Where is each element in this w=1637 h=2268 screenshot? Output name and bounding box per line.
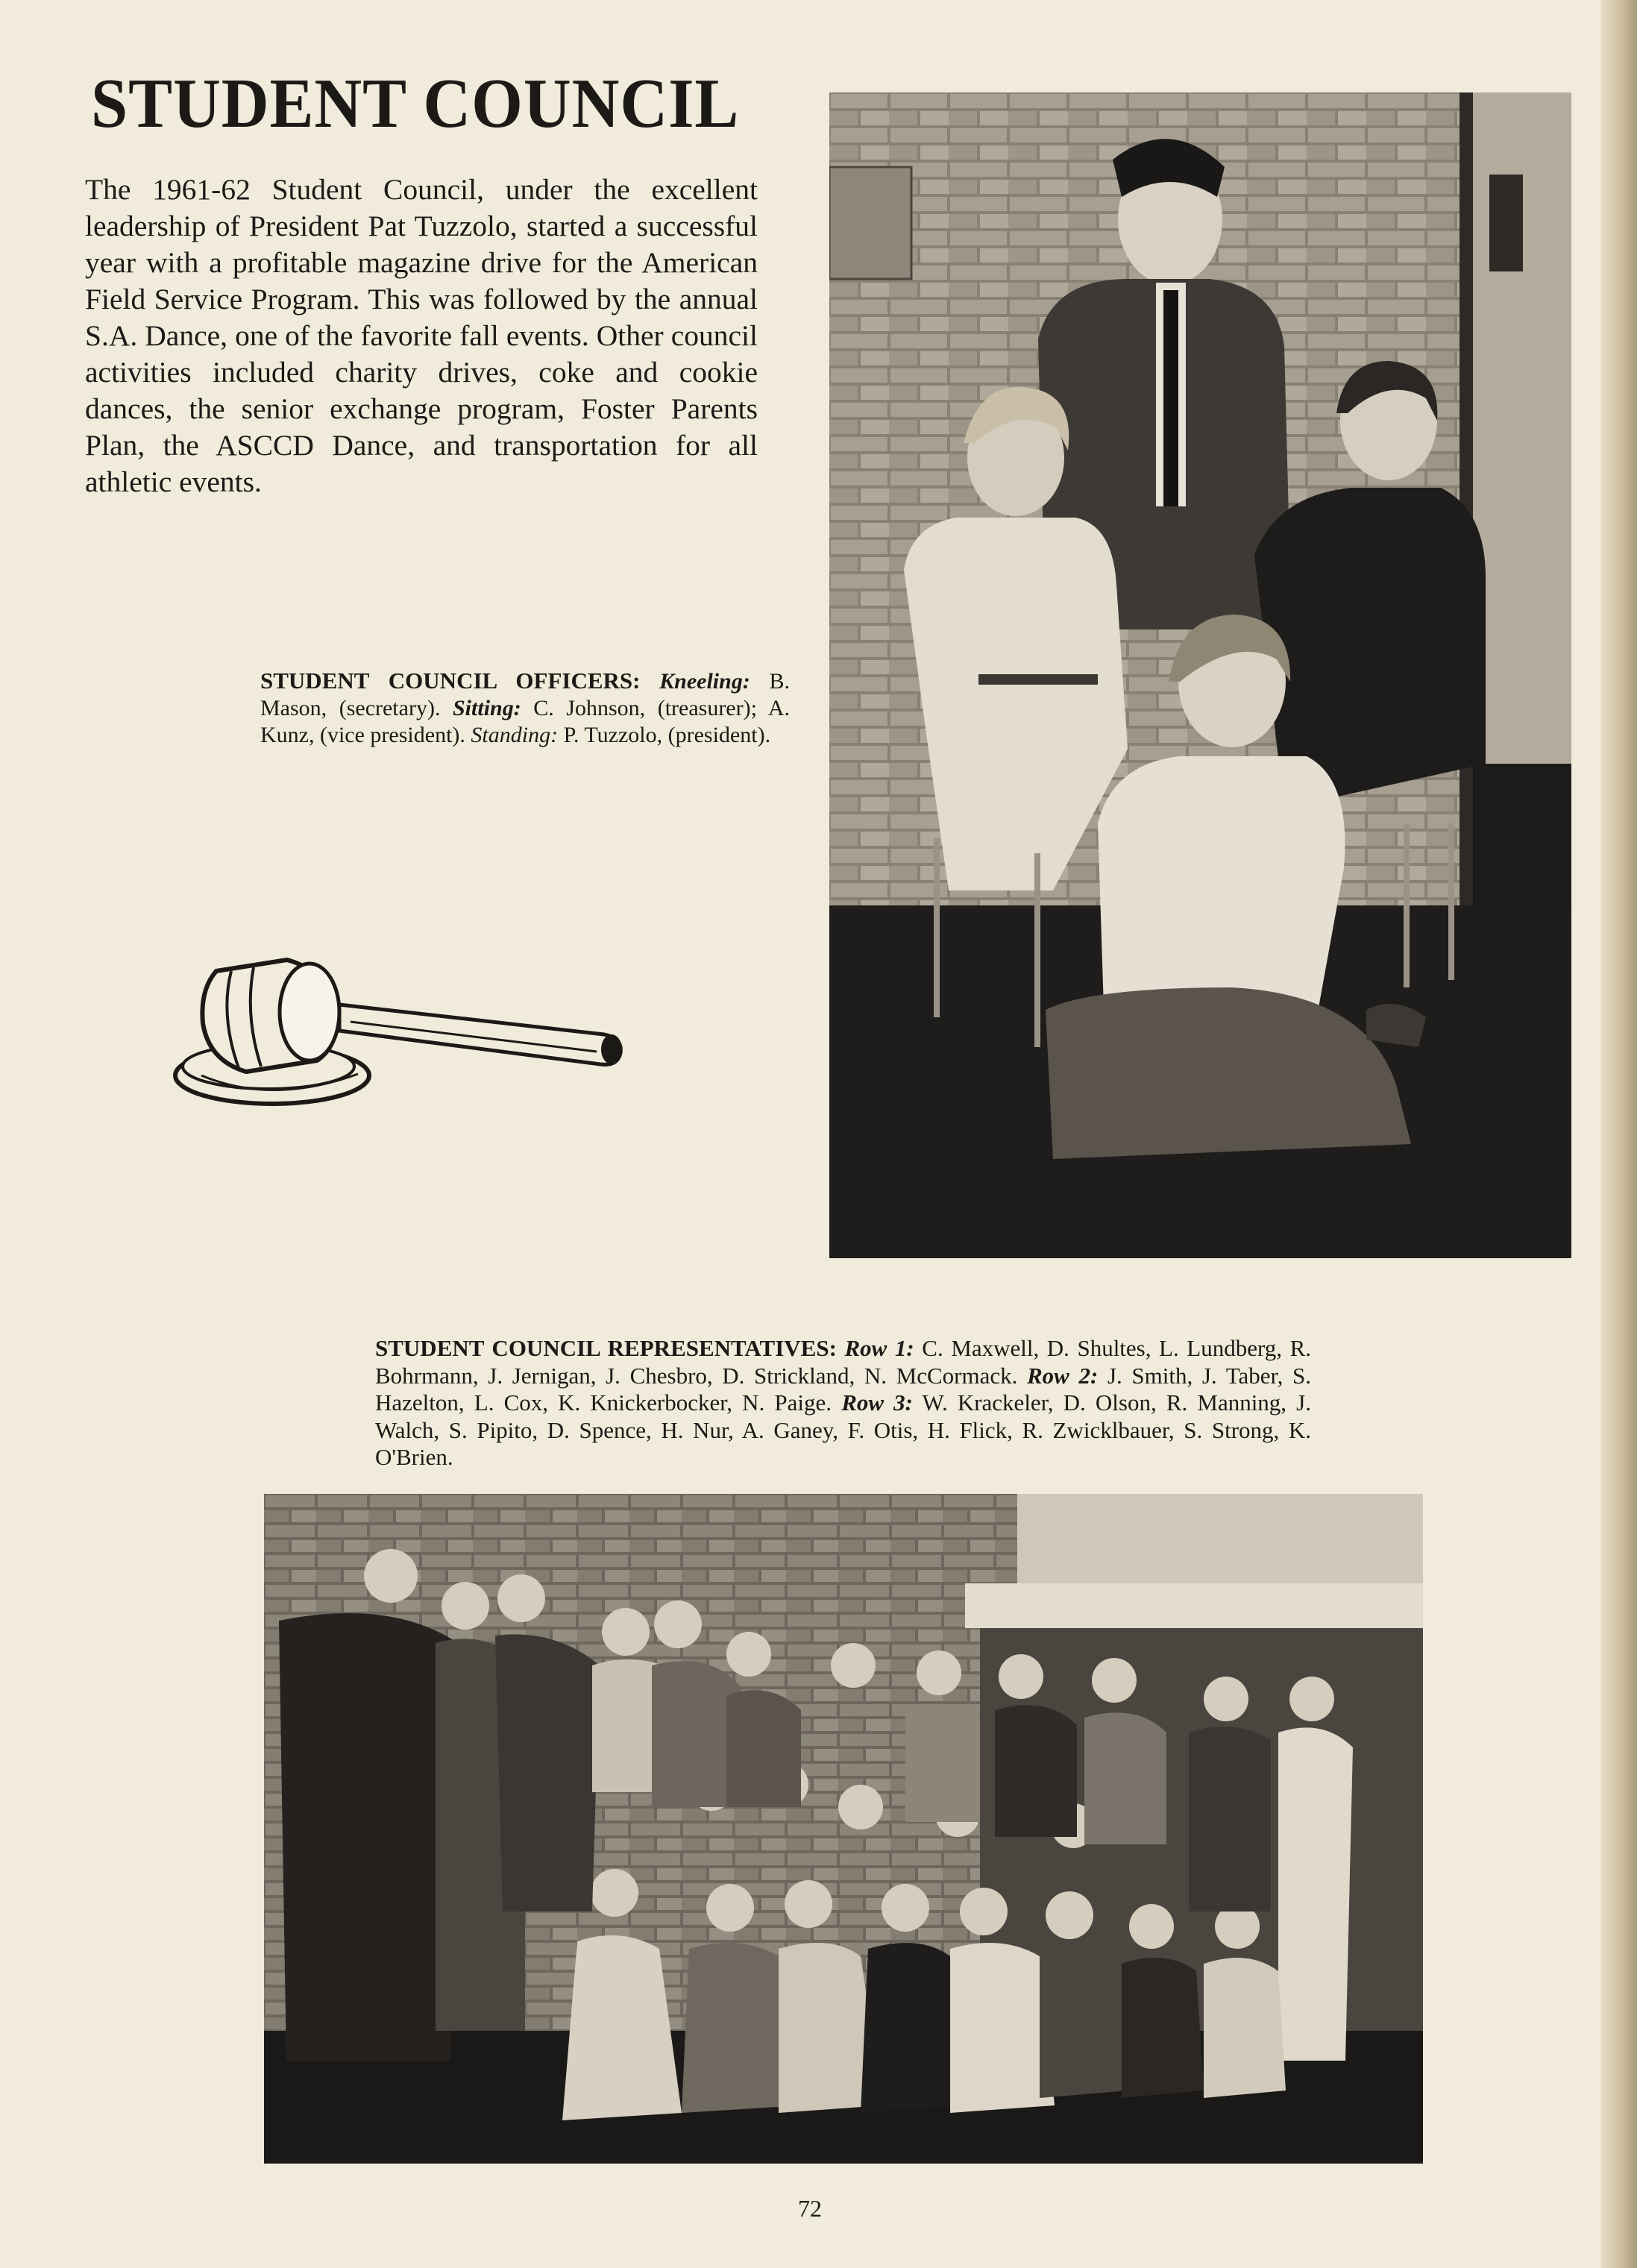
row3-names: W. Krackeler, D. Olson, R. Manning, J. Walch, S. Pipito, D. Spence, H. Nur, A. Ganey, F. Otis, H. Flick, R. Zwicklbauer, S. Strong, K. O'Brien. <box>375 1389 1311 1470</box>
row3-label: Row 3: <box>841 1389 913 1416</box>
page-binding-edge <box>1601 0 1637 2268</box>
row1-names: C. Maxwell, D. Shultes, L. Lundberg, R. Bohrmann, J. Jernigan, J. Chesbro, D. Strickland, N. McCormack. <box>375 1335 1312 1389</box>
representatives-photo <box>264 1494 1423 2164</box>
gavel-icon <box>157 941 656 1165</box>
row2-label: Row 2: <box>1026 1362 1099 1389</box>
kneeling-label: Kneeling: <box>659 669 750 694</box>
officers-photo <box>829 92 1571 1258</box>
page-title: STUDENT COUNCIL <box>91 65 740 142</box>
kneeling-names: B. Mason, (secretary). <box>260 669 790 720</box>
page-number: 72 <box>798 2195 822 2222</box>
intro-paragraph: The 1961-62 Student Council, under the excellent leadership of President Pat Tuzzolo, started a successful year with a profitable magazine drive for the American Field Service Program. This was followed by the annual S.A. Dance, one of the favorite fall events. Other council activities included charity drives, coke and cookie dances, the senior exchange program, Foster Parents Plan, the ASCCD Dance, and transportation for all athletic events. <box>85 173 758 498</box>
officers-caption-label: STUDENT COUNCIL OFFICERS: <box>260 667 641 694</box>
representatives-caption-label: STUDENT COUNCIL REPRESENTATIVES: <box>375 1335 837 1361</box>
representatives-photo-image <box>264 1494 1423 2164</box>
row2-names: J. Smith, J. Taber, S. Hazelton, L. Cox, K. Knickerbocker, N. Paige. <box>375 1362 1312 1416</box>
standing-label: Standing: <box>471 723 559 747</box>
representatives-caption <box>375 1335 1311 1471</box>
sitting-names: C. Johnson, (treasurer); A. Kunz, (vice president). <box>260 696 790 747</box>
sitting-label: Sitting: <box>453 696 521 720</box>
standing-names: P. Tuzzolo, (president). <box>563 723 771 747</box>
officers-photo-image <box>829 92 1571 1258</box>
row1-label: Row 1: <box>844 1335 914 1361</box>
officers-caption <box>260 667 790 749</box>
